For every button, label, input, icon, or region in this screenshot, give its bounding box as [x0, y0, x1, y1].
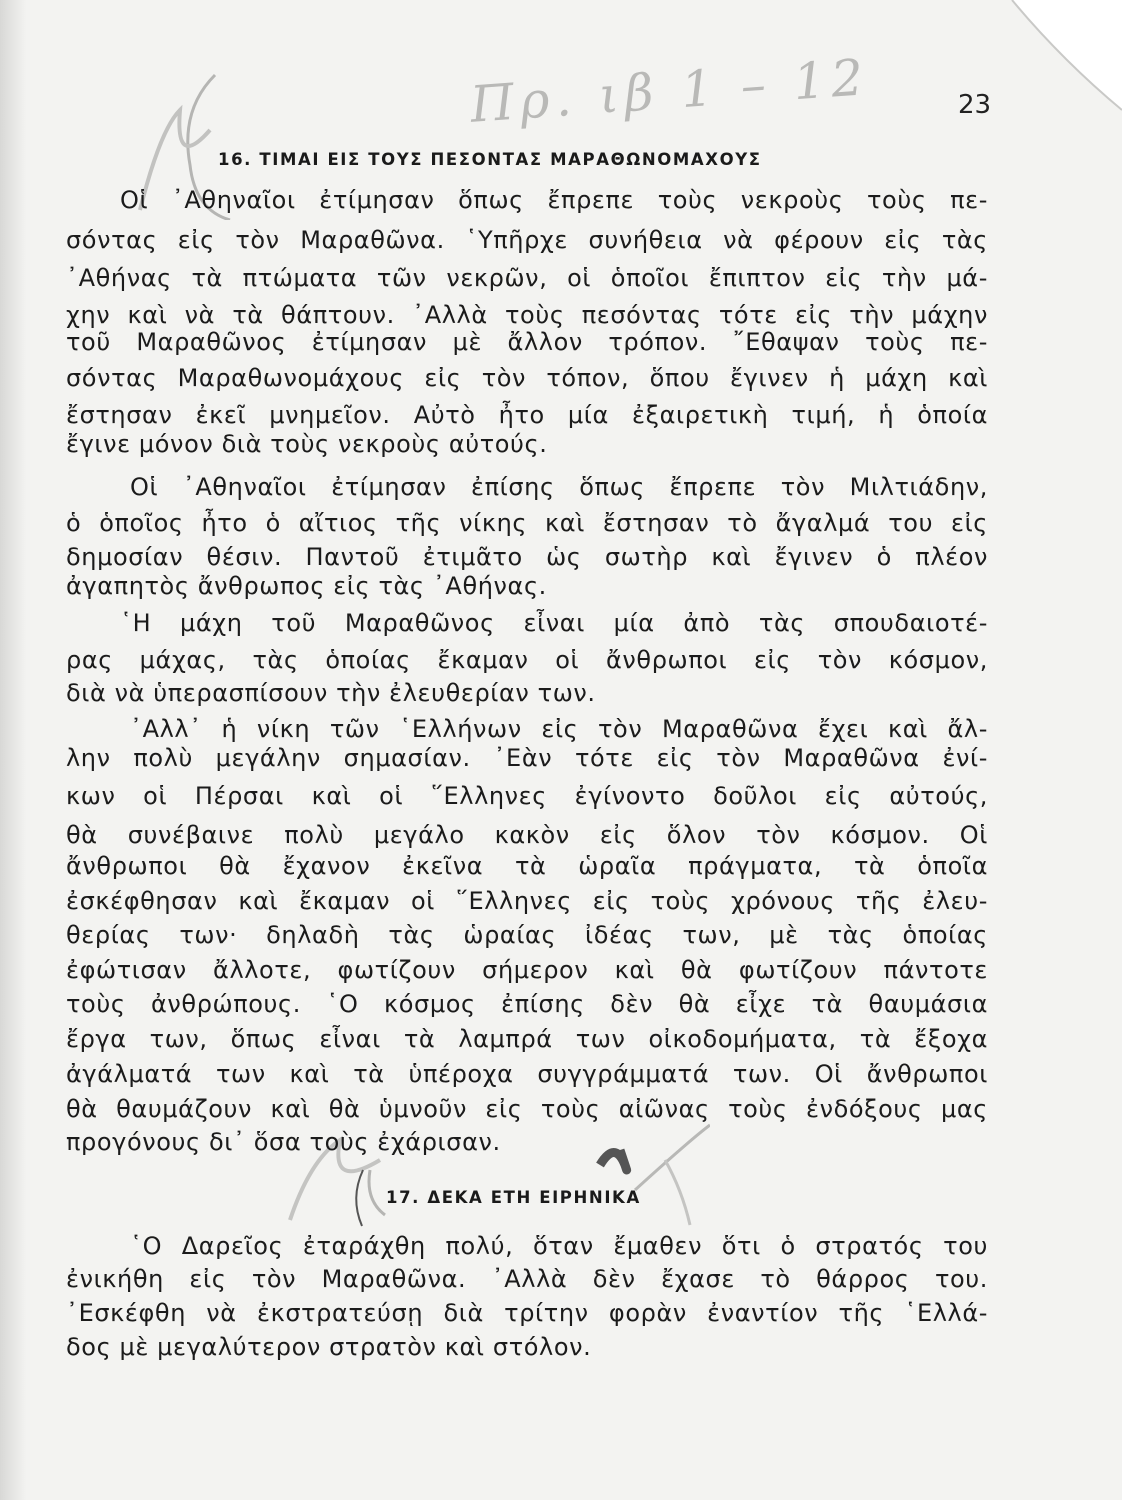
paragraph-line: κων οἱ Πέρσαι καὶ οἱ ῞Ελληνες ἐγίνοντο δοῦλοι εἰς αὐτούς, — [66, 782, 988, 810]
paragraph-line: λην πολὺ μεγάλην σημασίαν. ᾿Εὰν τότε εἰς τὸν Μαραθῶνα ἐνί- — [66, 744, 988, 772]
paragraph-line: ἐσκέφθησαν καὶ ἔκαμαν οἱ ῞Ελληνες εἰς τοὺς χρόνους τῆς ἐλευ- — [66, 887, 988, 915]
paragraph-line: δος μὲ μεγαλύτερον στρατὸν καὶ στόλον. — [66, 1333, 592, 1361]
paragraph-line: ἐνικήθη εἰς τὸν Μαραθῶνα. ᾿Αλλὰ δὲν ἔχασε τὸ θάρρος του. — [66, 1265, 988, 1293]
paragraph-line: ᾿Αθήνας τὰ πτώματα τῶν νεκρῶν, οἱ ὁποῖοι ἔπιπτον εἰς τὴν μά- — [66, 264, 988, 292]
paragraph-line: δημοσίαν θέσιν. Παντοῦ ἐτιμᾶτο ὡς σωτὴρ καὶ ἔγινεν ὁ πλέον — [66, 543, 988, 571]
paragraph-line: θερίας των· δηλαδὴ τὰς ὡραίας ἰδέας των, μὲ τὰς ὁποίας — [66, 921, 988, 949]
paragraph-line: ᾿Αλλ᾿ ἡ νίκη τῶν ῾Ελλήνων εἰς τὸν Μαραθῶνα ἔχει καὶ ἄλ- — [130, 715, 988, 743]
paragraph-line: σόντας εἰς τὸν Μαραθῶνα. ῾Υπῆρχε συνήθεια νὰ φέρουν εἰς τὰς — [66, 226, 988, 254]
paragraph-line: ἔργα των, ὅπως εἶναι τὰ λαμπρά των οἰκοδομήματα, τὰ ἔξοχα — [66, 1025, 988, 1053]
page-edge-shadow — [0, 0, 26, 1500]
handwritten-pencil-note: Πρ. ιβ 1 – 12 — [468, 48, 871, 134]
paragraph-line: ἔγινε μόνον διὰ τοὺς νεκροὺς αὐτούς. — [66, 430, 548, 458]
paragraph-line: τοῦ Μαραθῶνος ἐτίμησαν μὲ ἄλλον τρόπον. ῎Εθαψαν τοὺς πε- — [66, 328, 988, 356]
paragraph-line: τοὺς ἀνθρώπους. ῾Ο κόσμος ἐπίσης δὲν θὰ εἶχε τὰ θαυμάσια — [66, 990, 988, 1018]
paragraph-line: Οἱ ᾿Αθηναῖοι ἐτίμησαν ἐπίσης ὅπως ἔπρεπε τὸν Μιλτιάδην, — [130, 473, 988, 501]
paragraph-line: θὰ συνέβαινε πολὺ μεγάλο κακὸν εἰς ὅλον τὸν κόσμον. Οἱ — [66, 821, 988, 849]
pencil-bracket — [348, 1168, 368, 1228]
paragraph-line: ῾Ο Δαρεῖος ἐταράχθη πολύ, ὅταν ἔμαθεν ὅτι ὁ στρατός του — [130, 1232, 988, 1260]
paragraph-line: προγόνους δι᾿ ὅσα τοὺς ἐχάρισαν. — [66, 1128, 501, 1156]
paragraph-line: διὰ νὰ ὑπερασπίσουν τὴν ἐλευθερίαν των. — [66, 679, 596, 707]
paragraph-line: ῾Η μάχη τοῦ Μαραθῶνος εἶναι μία ἀπὸ τὰς σπουδαιοτέ- — [120, 609, 988, 637]
section-heading: 17. ΔΕΚΑ ΕΤΗ ΕΙΡΗΝΙΚΑ — [386, 1188, 641, 1207]
paragraph-line: ἀγάλματά των καὶ τὰ ὑπέροχα συγγράμματά των. Οἱ ἄνθρωποι — [66, 1060, 988, 1088]
paragraph-line: Οἱ ᾿Αθηναῖοι ἐτίμησαν ὅπως ἔπρεπε τοὺς νεκροὺς τοὺς πε- — [120, 186, 988, 214]
page-number: 23 — [958, 90, 992, 120]
paragraph-line: θὰ θαυμάζουν καὶ θὰ ὑμνοῦν εἰς τοὺς αἰῶνας τοὺς ἐνδόξους μας — [66, 1095, 988, 1123]
paragraph-line: χην καὶ νὰ τὰ θάπτουν. ᾿Αλλὰ τοὺς πεσόντας τότε εἰς τὴν μάχην — [66, 301, 988, 329]
paragraph-line: ἔστησαν ἐκεῖ μνημεῖον. Αὐτὸ ἦτο μία ἐξαιρετικὴ τιμή, ἡ ὁποία — [66, 401, 988, 429]
paragraph-line: ἀγαπητὸς ἄνθρωπος εἰς τὰς ᾿Αθήνας. — [66, 572, 547, 600]
paragraph-line: ᾿Εσκέφθη νὰ ἐκστρατεύσῃ διὰ τρίτην φορὰν ἐναντίον τῆς ῾Ελλά- — [66, 1299, 988, 1327]
paragraph-line: σόντας Μαραθωνομάχους εἰς τὸν τόπον, ὅπου ἔγινεν ἡ μάχη καὶ — [66, 364, 988, 392]
paragraph-line: ἄνθρωποι θὰ ἔχανον ἐκεῖνα τὰ ὡραῖα πράγματα, τὰ ὁποῖα — [66, 852, 988, 880]
paragraph-line: ρας μάχας, τὰς ὁποίας ἔκαμαν οἱ ἄνθρωποι εἰς τὸν κόσμον, — [66, 646, 988, 674]
paragraph-line: ἐφώτισαν ἄλλοτε, φωτίζουν σήμερον καὶ θὰ φωτίζουν πάντοτε — [66, 956, 988, 984]
page-corner-curl — [982, 0, 1122, 140]
section-heading: 16. ΤΙΜΑΙ ΕΙΣ ΤΟΥΣ ΠΕΣΟΝΤΑΣ ΜΑΡΑΘΩΝΟΜΑΧΟΥΣ — [218, 150, 762, 169]
paragraph-line: ὁ ὁποῖος ἦτο ὁ αἴτιος τῆς νίκης καὶ ἔστησαν τὸ ἄγαλμά του εἰς — [66, 509, 988, 537]
